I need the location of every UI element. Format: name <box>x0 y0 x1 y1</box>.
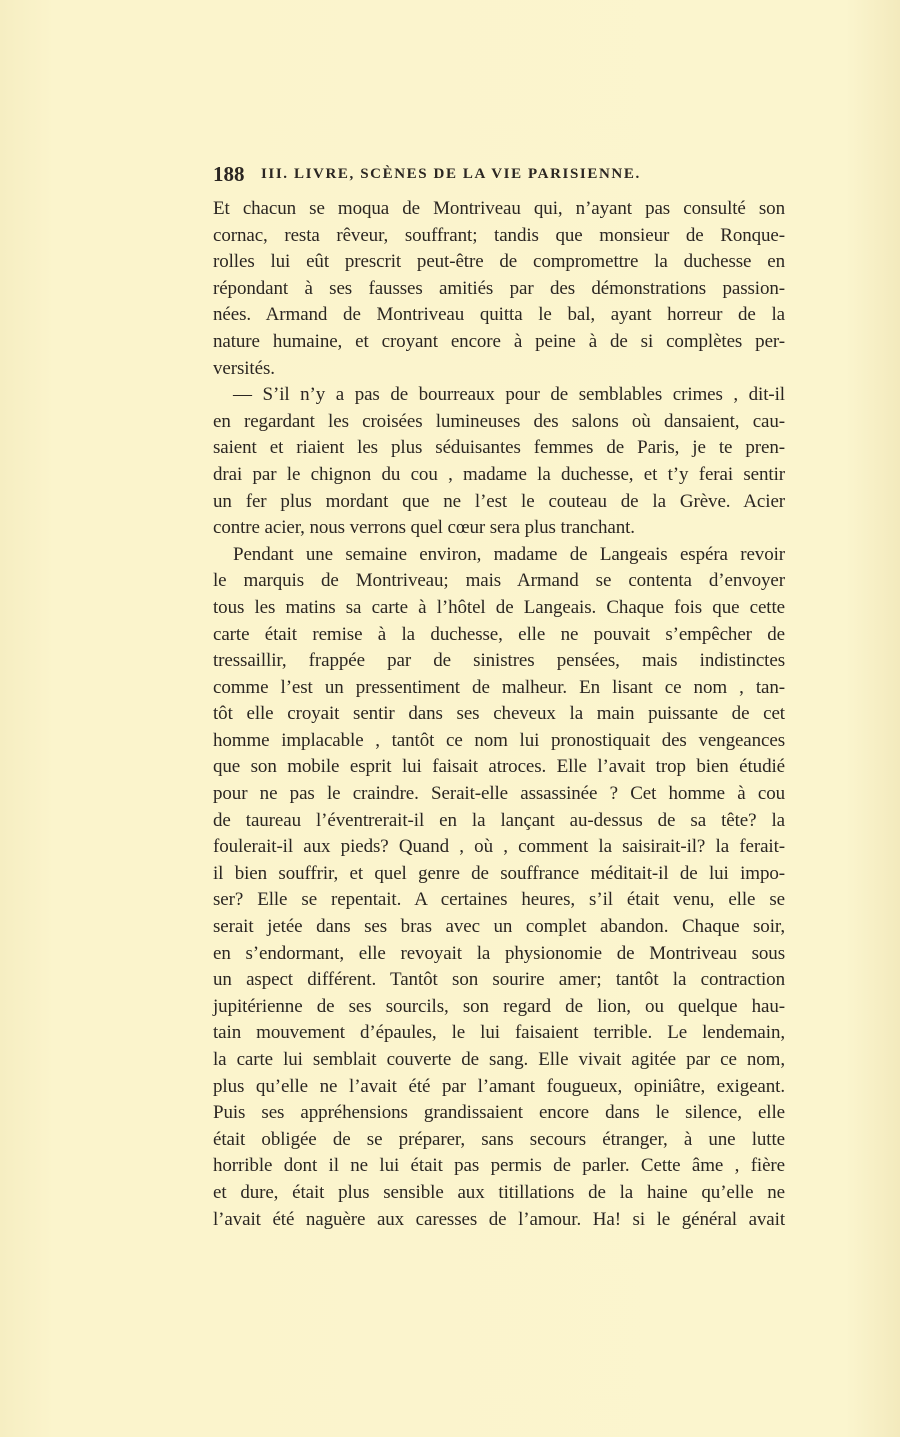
running-header <box>213 162 785 188</box>
paragraph <box>213 382 785 542</box>
text-line: nées. Armand de Montriveau quitta le bal, ayant horreur de la <box>213 304 785 326</box>
text-line: horrible dont il ne lui était pas permis de parler. Cette âme , fière <box>213 1155 785 1177</box>
text-line: rolles lui eût prescrit peut-être de compromettre la duchesse en <box>213 251 785 273</box>
text-line: saient et riaient les plus séduisantes femmes de Paris, je te pren- <box>213 437 785 459</box>
text-line: Pendant une semaine environ, madame de Langeais espéra revoir <box>233 543 785 565</box>
text-line: serait jetée dans ses bras avec un complet abandon. Chaque soir, <box>213 916 785 938</box>
text-line: que son mobile esprit lui faisait atroces. Elle l’avait trop bien étudié <box>213 756 785 778</box>
text-line: tous les matins sa carte à l’hôtel de Langeais. Chaque fois que cette <box>213 596 785 618</box>
text-line: en regardant les croisées lumineuses des salons où dansaient, cau- <box>213 410 785 432</box>
text-line: comme l’est un pressentiment de malheur. En lisant ce nom , tan- <box>213 676 785 698</box>
text-line: drai par le chignon du cou , madame la duchesse, et t’y ferai sentir <box>213 463 785 485</box>
text-line: — S’il n’y a pas de bourreaux pour de semblables crimes , dit-il <box>233 384 785 406</box>
text-line: homme implacable , tantôt ce nom lui pronostiquait des vengeances <box>213 729 785 751</box>
text-line: versités. <box>213 357 275 379</box>
page-number: 188 <box>213 162 245 186</box>
text-line: foulerait-il aux pieds? Quand , où , comment la saisirait-il? la ferait- <box>213 836 785 858</box>
text-line: tressaillir, frappée par de sinistres pensées, mais indistinctes <box>213 650 785 672</box>
text-line: contre acier, nous verrons quel cœur sera plus tranchant. <box>213 517 635 539</box>
text-line: tain mouvement d’épaules, le lui faisaient terrible. Le lendemain, <box>213 1022 785 1044</box>
text-line: en s’endormant, elle revoyait la physionomie de Montriveau sous <box>213 942 785 964</box>
text-line: ser? Elle se repentait. A certaines heures, s’il était venu, elle se <box>213 889 785 911</box>
text-line: il bien souffrir, et quel genre de souffrance méditait-il de lui impo- <box>213 862 785 884</box>
text-line: un fer plus mordant que ne l’est le couteau de la Grève. Acier <box>213 490 785 512</box>
text-line: cornac, resta rêveur, souffrant; tandis que monsieur de Ronque- <box>213 224 785 246</box>
text-line: l’avait été naguère aux caresses de l’amour. Ha! si le général avait <box>213 1208 785 1230</box>
text-line: Puis ses appréhensions grandissaient encore dans le silence, elle <box>213 1102 785 1124</box>
text-line: répondant à ses fausses amitiés par des démonstrations passion- <box>213 277 785 299</box>
text-line: tôt elle croyait sentir dans ses cheveux la main puissante de cet <box>213 703 785 725</box>
text-line: Et chacun se moqua de Montriveau qui, n’ayant pas consulté son <box>213 198 785 219</box>
running-title: III. LIVRE, SCÈNES DE LA VIE PARISIENNE. <box>261 166 641 182</box>
paragraph <box>213 196 785 382</box>
text-line: nature humaine, et croyant encore à peine à de si complètes per- <box>213 330 785 352</box>
text-line: et dure, était plus sensible aux titillations de la haine qu’elle ne <box>213 1181 785 1203</box>
text-line: un aspect différent. Tantôt son sourire amer; tantôt la contraction <box>213 969 785 991</box>
text-line: la carte lui semblait couverte de sang. Elle vivait agitée par ce nom, <box>213 1049 785 1070</box>
text-line: était obligée de se préparer, sans secours étranger, à une lutte <box>213 1128 785 1150</box>
text-line: carte était remise à la duchesse, elle ne pouvait s’empêcher de <box>213 623 785 645</box>
text-line: pour ne pas le craindre. Serait-elle assassinée ? Cet homme à cou <box>213 783 785 805</box>
text-line: de taureau l’éventrerait-il en la lançant au-dessus de sa tête? la <box>213 809 785 831</box>
body-text <box>213 196 785 1233</box>
text-line: plus qu’elle ne l’avait été par l’amant fougueux, opiniâtre, exigeant. <box>213 1075 785 1097</box>
text-line: jupitérienne de ses sourcils, son regard de lion, ou quelque hau- <box>213 995 785 1017</box>
paragraph <box>213 542 785 1233</box>
text-line: le marquis de Montriveau; mais Armand se contenta d’envoyer <box>213 570 785 592</box>
